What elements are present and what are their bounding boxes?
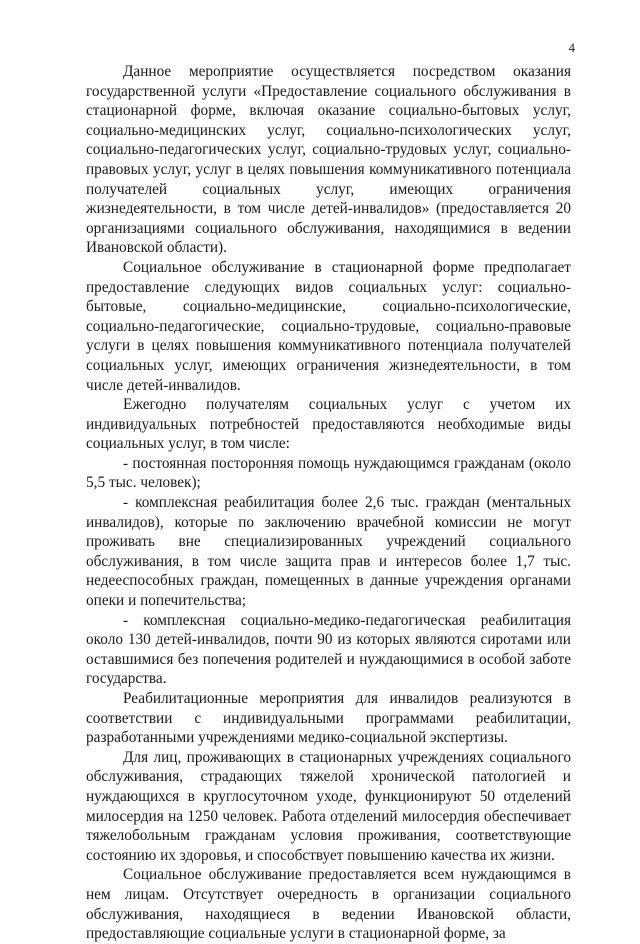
list-item-complex-rehabilitation: - комплексная реабилитация более 2,6 тыс. граждан (ментальных инвалидов), которые по заключению врачебной комиссии не могут проживать вне специализированных учреждений социального обслуживания, в том числе защита прав и интересов более 1,7 тыс. недееспособных граждан, помещенных в данные учреждения органами опеки и попечительства; bbox=[86, 494, 571, 610]
paragraph-annual-services: Ежегодно получателям социальных услуг с учетом их индивидуальных потребностей предоставляются необходимые виды социальных услуг, в том числе: bbox=[86, 396, 571, 453]
list-item-children-rehabilitation: - комплексная социально-медико-педагогическая реабилитация около 130 детей-инвалидов, почти 90 из которых являются сиротами или оставшимися без попечения родителей и нуждающимися в особой заботе государства. bbox=[86, 611, 571, 688]
page-number: 4 bbox=[568, 40, 575, 55]
document-body bbox=[86, 62, 571, 944]
paragraph-service-types: Социальное обслуживание в стационарной форме предполагает предоставление следующих видов социальных услуг: социально-бытовые, социально-медицинские, социально-психологические, социально-педагогические, социально-трудовые, социально-правовые услуги в целях повышения коммуникативного потенциала получателей социальных услуг, имеющих ограничения жизнедеятельности, в том числе детей-инвалидов. bbox=[86, 258, 571, 394]
list-item-outside-help bbox=[86, 454, 571, 493]
paragraph-mercy-departments: Для лиц, проживающих в стационарных учреждениях социального обслуживания, страдающих тяжелой хронической патологией и нуждающихся в круглосуточном уходе, функционируют 50 отделений милосердия на 1250 человек. Работа отделений милосердия обеспечивает тяжелобольным гражданам условия проживания, соответствующие состоянию их здоровья, и способствует повышению качества их жизни. bbox=[86, 748, 571, 864]
paragraph-service-description: Данное мероприятие осуществляется посредством оказания государственной услуги «Предоставление социального обслуживания в стационарной форме, включая оказание социально-бытовых услуг, социально-медицинских услуг, социально-психологических услуг, социально-педагогических услуг, социально-трудовых услуг, социально-правовых услуг, услуг в целях повышения коммуникативного потенциала получателей социальных услуг, имеющих ограничения жизнедеятельности, в том числе детей-инвалидов» (предоставляется 20 организациями социального обслуживания, находящимися в ведении Ивановской области). bbox=[86, 63, 571, 257]
paragraph-no-queue: Социальное обслуживание предоставляется всем нуждающимся в нем лицам. Отсутствует очередность в организации социального обслуживания, находящиеся в ведении Ивановской области, предоставляющие социальные услуги в стационарной форме, за bbox=[86, 866, 571, 943]
list-item-outside-help-text: - постоянная посторонняя помощь нуждающимся гражданам (около 5,5 тыс. человек); bbox=[86, 454, 571, 492]
paragraph-rehabilitation-programs: Реабилитационные мероприятия для инвалидов реализуются в соответствии с индивидуальными программами реабилитации, разработанными учреждениями медико-социальной экспертизы. bbox=[86, 690, 571, 747]
